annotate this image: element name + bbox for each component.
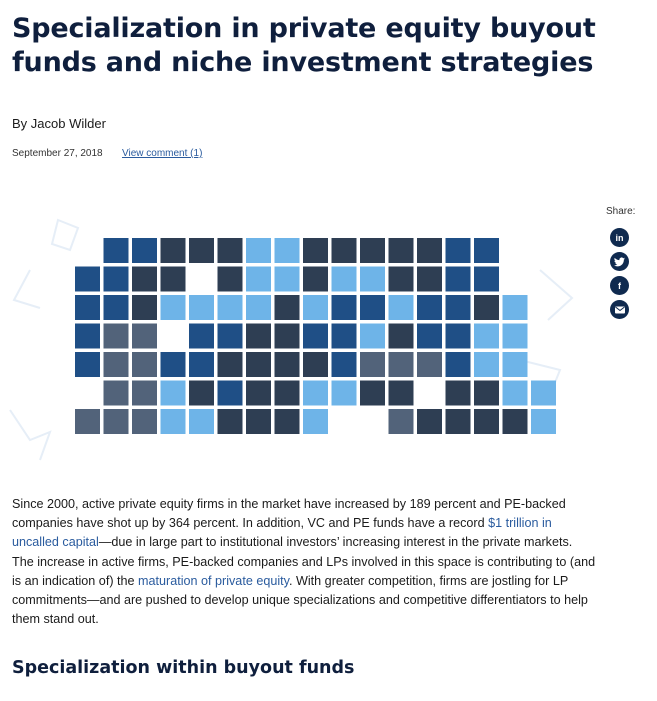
grid-tile (104, 352, 129, 377)
grid-tile (360, 324, 385, 349)
grid-tile (246, 295, 271, 320)
grid-tile (246, 324, 271, 349)
grid-tile (132, 409, 157, 434)
grid-tile (417, 409, 442, 434)
grid-tile (161, 352, 186, 377)
grid-tile (161, 409, 186, 434)
grid-tile (303, 324, 328, 349)
grid-tile (474, 267, 499, 292)
grid-tile (389, 352, 414, 377)
grid-tile (531, 409, 556, 434)
grid-tile (275, 238, 300, 263)
grid-tile (75, 324, 100, 349)
grid-tile (275, 381, 300, 406)
grid-tile (104, 295, 129, 320)
twitter-share-button[interactable] (610, 252, 629, 271)
grid-tile (503, 381, 528, 406)
facebook-icon: f (618, 280, 621, 291)
grid-tile (218, 295, 243, 320)
hero-tile-grid (75, 238, 556, 434)
grid-tile (246, 238, 271, 263)
grid-tile (446, 352, 471, 377)
grid-tile (389, 409, 414, 434)
grid-tile (474, 352, 499, 377)
hero-illustration (0, 210, 600, 470)
grid-tile (161, 267, 186, 292)
publish-date: September 27, 2018 (12, 148, 103, 159)
grid-tile (246, 267, 271, 292)
paragraph-text: Since 2000, active private equity firms in the market have increased by 189 percent and PE-backed companies have shot up by 364 percent. In addition, VC and PE funds have a record (12, 497, 566, 531)
grid-tile (417, 267, 442, 292)
grid-tile (446, 324, 471, 349)
grid-tile (275, 295, 300, 320)
grid-tile (503, 295, 528, 320)
grid-tile (104, 324, 129, 349)
grid-tile (75, 267, 100, 292)
grid-tile (218, 352, 243, 377)
grid-tile (389, 295, 414, 320)
grid-tile (446, 267, 471, 292)
grid-tile (446, 295, 471, 320)
grid-tile (218, 409, 243, 434)
grid-tile (474, 324, 499, 349)
grid-tile (104, 381, 129, 406)
linkedin-share-button[interactable] (610, 228, 629, 247)
grid-tile (189, 409, 214, 434)
grid-tile (132, 295, 157, 320)
grid-tile (132, 267, 157, 292)
byline: By Jacob Wilder (12, 116, 106, 131)
grid-tile (417, 238, 442, 263)
grid-tile (360, 381, 385, 406)
grid-tile (474, 295, 499, 320)
grid-tile (303, 352, 328, 377)
grid-tile (417, 324, 442, 349)
grid-tile (303, 267, 328, 292)
grid-tile (275, 409, 300, 434)
grid-tile (332, 352, 357, 377)
grid-tile (189, 352, 214, 377)
grid-tile (275, 352, 300, 377)
grid-tile (446, 381, 471, 406)
paragraph-text: . With greater competition, firms are jostling for LP commitments—and are pushed to develop unique specializations and competitive differentiators to help them stand out. (12, 573, 588, 627)
grid-tile (417, 352, 442, 377)
grid-tile (332, 324, 357, 349)
article-paragraph (12, 495, 597, 629)
grid-tile (104, 409, 129, 434)
paragraph-text: —due in large part to institutional investors’ increasing interest in the private markets. The increase in active firms, PE-backed companies and LPs involved in this space is contributing to (and is an indication of) the (12, 535, 596, 588)
grid-tile (446, 409, 471, 434)
grid-tile (503, 352, 528, 377)
uncalled-capital-link[interactable]: $1 trillion in uncalled capital (12, 516, 552, 550)
grid-tile (417, 295, 442, 320)
grid-tile (303, 381, 328, 406)
grid-tile (332, 295, 357, 320)
grid-tile (389, 324, 414, 349)
grid-tile (503, 324, 528, 349)
email-share-button[interactable] (610, 300, 629, 319)
grid-tile (161, 295, 186, 320)
grid-tile (531, 381, 556, 406)
grid-tile (446, 238, 471, 263)
grid-tile (503, 409, 528, 434)
grid-tile (218, 267, 243, 292)
grid-tile (189, 324, 214, 349)
grid-tile (104, 267, 129, 292)
grid-tile (360, 295, 385, 320)
grid-tile (332, 238, 357, 263)
grid-tile (75, 352, 100, 377)
grid-tile (275, 324, 300, 349)
share-label: Share: (606, 206, 636, 217)
grid-tile (132, 352, 157, 377)
grid-tile (75, 295, 100, 320)
grid-tile (132, 238, 157, 263)
grid-tile (474, 409, 499, 434)
grid-tile (246, 409, 271, 434)
grid-tile (303, 409, 328, 434)
grid-tile (246, 352, 271, 377)
grid-tile (360, 352, 385, 377)
facebook-share-button[interactable] (610, 276, 629, 295)
maturation-link[interactable]: maturation of private equity (138, 573, 289, 588)
email-icon (615, 306, 625, 314)
linkedin-icon: in (615, 232, 624, 243)
section-heading: Specialization within buyout funds (12, 658, 355, 678)
grid-tile (189, 238, 214, 263)
twitter-icon (614, 257, 625, 267)
grid-tile (275, 267, 300, 292)
grid-tile (218, 381, 243, 406)
grid-tile (246, 381, 271, 406)
grid-tile (132, 324, 157, 349)
article-title: Specialization in private equity buyout funds and niche investment strategies (12, 13, 596, 78)
grid-tile (474, 381, 499, 406)
grid-tile (303, 295, 328, 320)
grid-tile (303, 238, 328, 263)
grid-tile (218, 324, 243, 349)
view-comment-link[interactable]: View comment (1) (122, 148, 203, 159)
grid-tile (389, 238, 414, 263)
grid-tile (75, 409, 100, 434)
grid-tile (161, 381, 186, 406)
grid-tile (161, 238, 186, 263)
grid-tile (132, 381, 157, 406)
grid-tile (189, 295, 214, 320)
grid-tile (218, 238, 243, 263)
grid-tile (360, 238, 385, 263)
grid-tile (332, 267, 357, 292)
grid-tile (104, 238, 129, 263)
grid-tile (360, 267, 385, 292)
grid-tile (389, 381, 414, 406)
grid-tile (389, 267, 414, 292)
grid-tile (189, 381, 214, 406)
grid-tile (332, 381, 357, 406)
grid-tile (474, 238, 499, 263)
